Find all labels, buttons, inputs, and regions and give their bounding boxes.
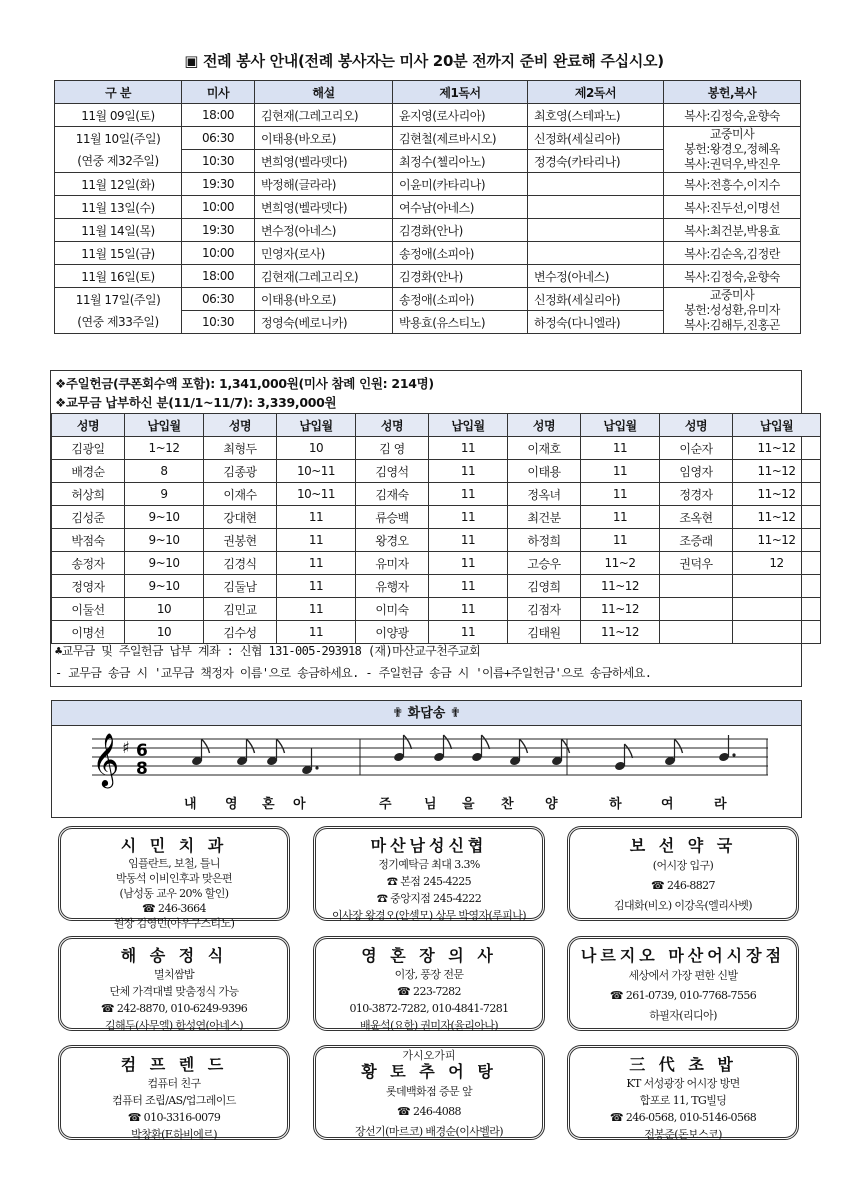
date-text: 11월 10일(주일) bbox=[75, 131, 161, 146]
ad-line: (남성동 교우 20% 할인) bbox=[119, 887, 229, 900]
offering-text: 봉헌:성성환,유미자 bbox=[684, 303, 780, 317]
note-flag bbox=[625, 744, 633, 758]
paid-month-cell bbox=[733, 575, 821, 598]
lyric-syllable: 을 bbox=[462, 797, 475, 812]
donor-name-cell bbox=[660, 598, 733, 621]
donor-name-cell: 최형두 bbox=[204, 437, 277, 460]
cell-time: 06:30 bbox=[182, 127, 255, 150]
cell-date bbox=[55, 127, 182, 173]
responsorial-psalm-section bbox=[51, 700, 802, 818]
donor-name-cell: 김수성 bbox=[204, 621, 277, 644]
offering-text: 봉헌:왕경오,정혜옥 bbox=[684, 142, 780, 156]
paid-month-cell: 10 bbox=[125, 598, 204, 621]
donor-name-cell: 김점자 bbox=[508, 598, 581, 621]
ad-line: ☎ 246-0568, 010-5146-0568 bbox=[609, 1111, 757, 1124]
account-note: ♣교무금 및 주일헌금 납부 계좌 : 신협 131-005-293918 (재)마산교구천주교회 bbox=[55, 644, 481, 658]
donor-name-cell: 김둘남 bbox=[204, 575, 277, 598]
ad-name: 三 代 초 밥 bbox=[629, 1055, 737, 1074]
paid-month-cell: 11 bbox=[277, 529, 356, 552]
parish-dues-total-text: ❖교무금 납부하신 분(11/1~11/7): 3,339,000원 bbox=[55, 395, 337, 410]
ad-line: 박동석 이비인후과 맞은편 bbox=[115, 872, 233, 885]
ad-name: 시 민 치 과 bbox=[120, 836, 228, 855]
table-row bbox=[52, 621, 821, 644]
paid-month-cell: 11~12 bbox=[733, 460, 821, 483]
sunday-collection-text: ❖주일헌금(쿠폰회수액 포함): 1,341,000원(미사 참례 인원: 214명) bbox=[55, 376, 434, 391]
donor-name-cell: 강대현 bbox=[204, 506, 277, 529]
ad-line: 배윤석(요한) 권미자(율리아나) bbox=[360, 1019, 498, 1032]
fund-section bbox=[50, 370, 802, 687]
transfer-note: - 교무금 송금 시 '교무금 책정자 이름'으로 송금하세요. - 주일헌금 송금 시 '이름+주일헌금'으로 송금하세요. bbox=[55, 666, 652, 680]
donor-name-cell: 김광일 bbox=[52, 437, 125, 460]
note-flag bbox=[562, 739, 570, 753]
lyric-syllable: 혼 bbox=[262, 797, 275, 812]
table-row bbox=[52, 598, 821, 621]
paid-month-cell: 11 bbox=[429, 460, 508, 483]
donor-name-cell: 유미자 bbox=[356, 552, 429, 575]
cell-commentator: 변희영(벨라뎃다) bbox=[255, 150, 393, 173]
cell-date: 11월 13일(수) bbox=[55, 196, 182, 219]
note-flag bbox=[482, 735, 490, 749]
donor-name-cell: 임영자 bbox=[660, 460, 733, 483]
sunday-text: (연중 제32주일) bbox=[77, 153, 159, 168]
lyric-syllable: 님 bbox=[424, 797, 437, 812]
ad-box bbox=[567, 826, 799, 921]
paid-month-cell: 11 bbox=[429, 621, 508, 644]
sunday-text: (연중 제33주일) bbox=[77, 314, 159, 329]
col-header-name: 성명 bbox=[52, 414, 125, 437]
altar-server-text: 복사:김해두,진홍곤 bbox=[684, 318, 780, 332]
paid-month-cell: 11 bbox=[277, 575, 356, 598]
paid-month-cell: 11~12 bbox=[581, 575, 660, 598]
paid-month-cell: 9~10 bbox=[125, 552, 204, 575]
donor-name-cell: 김재숙 bbox=[356, 483, 429, 506]
donor-name-cell: 이양광 bbox=[356, 621, 429, 644]
donor-name-cell: 이순자 bbox=[660, 437, 733, 460]
table-row bbox=[55, 196, 801, 219]
donor-name-cell: 김영희 bbox=[508, 575, 581, 598]
lyric-syllable: 라 bbox=[714, 797, 727, 812]
cell-time: 19:30 bbox=[182, 219, 255, 242]
cell-commentator: 김현재(그레고리오) bbox=[255, 265, 393, 288]
col-header-name: 성명 bbox=[204, 414, 277, 437]
cell-reader2: 정경숙(카타리나) bbox=[528, 150, 664, 173]
paid-month-cell: 11 bbox=[277, 552, 356, 575]
ad-line: 이장, 풍장 전문 bbox=[394, 968, 464, 981]
paid-month-cell: 11 bbox=[429, 483, 508, 506]
ad-name: 황 토 추 어 탕 bbox=[361, 1062, 497, 1081]
table-row bbox=[55, 219, 801, 242]
ad-line: (어시장 입구) bbox=[652, 859, 714, 872]
col-header: 구 분 bbox=[55, 81, 182, 104]
cell-reader1: 김경화(안나) bbox=[393, 265, 528, 288]
ad-line: 하필자(리디아) bbox=[649, 1009, 717, 1022]
paid-month-cell: 9~10 bbox=[125, 529, 204, 552]
col-header-month: 납입월 bbox=[733, 414, 821, 437]
cell-reader1: 최정수(첼리아노) bbox=[393, 150, 528, 173]
cell-offering: 복사:진두선,이명선 bbox=[664, 196, 801, 219]
cell-date bbox=[55, 288, 182, 334]
cell-reader1: 송정애(소피아) bbox=[393, 288, 528, 311]
cell-reader2: 최호영(스테파노) bbox=[528, 104, 664, 127]
treble-clef-icon: 𝄞 bbox=[92, 732, 120, 786]
cell-commentator: 민영자(로사) bbox=[255, 242, 393, 265]
ad-line: 롯데백화점 증문 앞 bbox=[385, 1085, 472, 1098]
paid-month-cell: 11 bbox=[581, 506, 660, 529]
donor-name-cell: 박점숙 bbox=[52, 529, 125, 552]
note-flag bbox=[277, 739, 285, 753]
donor-name-cell: 권덕우 bbox=[660, 552, 733, 575]
cell-date: 11월 14일(목) bbox=[55, 219, 182, 242]
cell-commentator: 이태용(바오로) bbox=[255, 288, 393, 311]
cell-offering bbox=[664, 288, 801, 334]
note-dot bbox=[732, 753, 735, 756]
donor-name-cell: 조증래 bbox=[660, 529, 733, 552]
ad-name: 해 송 정 식 bbox=[120, 946, 228, 965]
cell-offering: 복사:김정숙,윤향숙 bbox=[664, 265, 801, 288]
ad-line: 단체 가격대별 맞춤정식 가능 bbox=[109, 985, 239, 998]
time-signature-bottom: 8 bbox=[136, 759, 148, 779]
table-row bbox=[55, 173, 801, 196]
cell-offering: 복사:전흥수,이지수 bbox=[664, 173, 801, 196]
paid-month-cell: 9~10 bbox=[125, 575, 204, 598]
cell-reader2 bbox=[528, 196, 664, 219]
cell-time: 19:30 bbox=[182, 173, 255, 196]
ad-line: ☎ 223-7282 bbox=[397, 985, 461, 998]
cell-commentator: 변수정(아네스) bbox=[255, 219, 393, 242]
mass-label: 교중미사 bbox=[709, 288, 755, 302]
ad-line: ☎ 261-0739, 010-7768-7556 bbox=[609, 989, 757, 1002]
paid-month-cell: 9~10 bbox=[125, 506, 204, 529]
paid-month-cell: 10~11 bbox=[277, 460, 356, 483]
ad-box bbox=[58, 936, 290, 1031]
mass-label: 교중미사 bbox=[709, 127, 755, 141]
table-row bbox=[52, 575, 821, 598]
cell-time: 10:00 bbox=[182, 196, 255, 219]
donor-name-cell: 송정자 bbox=[52, 552, 125, 575]
ad-line: ☎ 중앙지점 245-4222 bbox=[376, 892, 482, 905]
ad-line: 합포로 11, TG빌딩 bbox=[639, 1094, 727, 1107]
donor-table bbox=[51, 413, 821, 644]
donor-name-cell bbox=[660, 621, 733, 644]
ad-name: 영 혼 장 의 사 bbox=[361, 946, 497, 965]
col-header: 제2독서 bbox=[528, 81, 664, 104]
paid-month-cell: 11 bbox=[581, 529, 660, 552]
ad-line: 세상에서 가장 편한 신발 bbox=[628, 969, 738, 982]
lyric-syllable: 아 bbox=[293, 797, 306, 812]
donor-name-cell: 이재수 bbox=[204, 483, 277, 506]
ad-line: 원장 김영민(아우구스티노) bbox=[113, 917, 235, 930]
ad-line: 장선기(마르코) 배경순(이사벨라) bbox=[355, 1125, 503, 1138]
note-flag bbox=[520, 739, 528, 753]
cell-time: 18:00 bbox=[182, 104, 255, 127]
donor-name-cell: 김경식 bbox=[204, 552, 277, 575]
donor-name-cell: 김성준 bbox=[52, 506, 125, 529]
ad-line: ☎ 246-4088 bbox=[397, 1105, 461, 1118]
paid-month-cell: 11 bbox=[277, 598, 356, 621]
col-header-name: 성명 bbox=[508, 414, 581, 437]
cell-reader1: 박용효(유스티노) bbox=[393, 311, 528, 334]
paid-month-cell: 11 bbox=[581, 460, 660, 483]
col-header-month: 납입월 bbox=[125, 414, 204, 437]
cell-reader1: 김현철(제르바시오) bbox=[393, 127, 528, 150]
table-row bbox=[55, 288, 801, 311]
donor-name-cell: 김영석 bbox=[356, 460, 429, 483]
ad-name: 나르지오 마산어시장점 bbox=[580, 946, 786, 965]
sharp-icon: ♯ bbox=[122, 738, 130, 757]
ad-line: 김대화(비오) 이강옥(엘리사벳) bbox=[614, 899, 752, 912]
paid-month-cell: 11 bbox=[277, 621, 356, 644]
cell-commentator: 박정해(글라라) bbox=[255, 173, 393, 196]
ad-box bbox=[567, 936, 799, 1031]
ad-box bbox=[313, 936, 545, 1031]
cell-reader2 bbox=[528, 173, 664, 196]
cell-reader1: 이윤미(카타리나) bbox=[393, 173, 528, 196]
donor-name-cell: 정경자 bbox=[660, 483, 733, 506]
cell-time: 10:30 bbox=[182, 311, 255, 334]
col-header-name: 성명 bbox=[660, 414, 733, 437]
table-row bbox=[55, 242, 801, 265]
ad-subtitle: 가시오가피 bbox=[402, 1049, 456, 1062]
paid-month-cell: 9 bbox=[125, 483, 204, 506]
paid-month-cell: 11~12 bbox=[733, 483, 821, 506]
cell-offering: 복사:최건분,박용효 bbox=[664, 219, 801, 242]
music-staff bbox=[92, 731, 772, 791]
date-text: 11월 17일(주일) bbox=[75, 292, 161, 307]
cell-commentator: 이태용(바오로) bbox=[255, 127, 393, 150]
paid-month-cell: 11~12 bbox=[581, 621, 660, 644]
paid-month-cell: 11 bbox=[429, 437, 508, 460]
col-header: 미사 bbox=[182, 81, 255, 104]
ad-box bbox=[313, 1045, 545, 1140]
donor-name-cell: 김민교 bbox=[204, 598, 277, 621]
cell-reader2 bbox=[528, 219, 664, 242]
cell-reader1: 윤지영(로사리아) bbox=[393, 104, 528, 127]
donor-rows bbox=[52, 437, 821, 644]
donor-name-cell: 허상희 bbox=[52, 483, 125, 506]
paid-month-cell: 11 bbox=[429, 506, 508, 529]
col-header-month: 납입월 bbox=[429, 414, 508, 437]
cell-offering bbox=[664, 127, 801, 173]
lyric-syllable: 영 bbox=[225, 797, 238, 812]
donor-name-cell: 정영자 bbox=[52, 575, 125, 598]
note-flag bbox=[202, 739, 210, 753]
donor-name-cell: 김태원 bbox=[508, 621, 581, 644]
ad-line: ☎ 본점 245-4225 bbox=[386, 875, 472, 888]
donor-name-cell: 류승백 bbox=[356, 506, 429, 529]
cell-reader1: 여수남(아네스) bbox=[393, 196, 528, 219]
notes bbox=[191, 735, 736, 775]
paid-month-cell: 11~2 bbox=[581, 552, 660, 575]
paid-month-cell: 8 bbox=[125, 460, 204, 483]
paid-month-cell: 11~12 bbox=[733, 506, 821, 529]
cell-reader1: 송정애(소피아) bbox=[393, 242, 528, 265]
table-row bbox=[52, 483, 821, 506]
ad-line: KT 서성광장 어시장 방면 bbox=[626, 1077, 740, 1090]
table-row bbox=[52, 529, 821, 552]
ad-box bbox=[567, 1045, 799, 1140]
donor-name-cell: 이명선 bbox=[52, 621, 125, 644]
note-flag bbox=[404, 735, 412, 749]
lyric-syllable: 여 bbox=[661, 797, 674, 812]
ad-line: 컴퓨터 친구 bbox=[147, 1077, 201, 1090]
note-flag bbox=[444, 735, 452, 749]
donor-name-cell: 조옥현 bbox=[660, 506, 733, 529]
cell-date: 11월 15일(금) bbox=[55, 242, 182, 265]
col-header-name: 성명 bbox=[356, 414, 429, 437]
donor-name-cell: 유행자 bbox=[356, 575, 429, 598]
ad-line: ☎ 246-3664 bbox=[142, 902, 206, 915]
cell-commentator: 변희영(벨라뎃다) bbox=[255, 196, 393, 219]
donor-name-cell: 권봉현 bbox=[204, 529, 277, 552]
donor-name-cell: 김 영 bbox=[356, 437, 429, 460]
cell-reader1: 김경화(안나) bbox=[393, 219, 528, 242]
donor-name-cell: 하정희 bbox=[508, 529, 581, 552]
paid-month-cell: 10 bbox=[277, 437, 356, 460]
ad-line: 박창환(F.하비에르) bbox=[131, 1128, 217, 1141]
cell-commentator: 김현재(그레고리오) bbox=[255, 104, 393, 127]
donor-name-cell bbox=[660, 575, 733, 598]
table-row bbox=[55, 265, 801, 288]
donor-name-cell: 최건분 bbox=[508, 506, 581, 529]
paid-month-cell: 11~12 bbox=[733, 529, 821, 552]
paid-month-cell: 11 bbox=[581, 483, 660, 506]
ad-line: 멸치쌈밥 bbox=[153, 968, 195, 981]
lyric-syllable: 찬 bbox=[501, 797, 514, 812]
paid-month-cell: 12 bbox=[733, 552, 821, 575]
cell-date: 11월 09일(토) bbox=[55, 104, 182, 127]
donor-name-cell: 이태용 bbox=[508, 460, 581, 483]
ad-line: 전봉준(돈보스코) bbox=[644, 1128, 722, 1141]
paid-month-cell: 11 bbox=[581, 437, 660, 460]
col-header-month: 납입월 bbox=[581, 414, 660, 437]
table-row bbox=[52, 506, 821, 529]
lyric-syllable: 내 bbox=[184, 797, 197, 812]
cell-reader2: 신정화(세실리아) bbox=[528, 127, 664, 150]
cell-date: 11월 16일(토) bbox=[55, 265, 182, 288]
paid-month-cell: 11~12 bbox=[581, 598, 660, 621]
col-header: 봉헌,복사 bbox=[664, 81, 801, 104]
altar-server-text: 복사:권덕우,박진우 bbox=[684, 157, 780, 171]
ad-box bbox=[313, 826, 545, 921]
time-signature-top: 6 bbox=[136, 741, 148, 761]
note-flag bbox=[675, 739, 683, 753]
paid-month-cell: 1~12 bbox=[125, 437, 204, 460]
responsorial-psalm-title: ✟ 화답송 ✟ bbox=[52, 701, 801, 726]
lyric-syllable: 주 bbox=[379, 797, 392, 812]
ad-name: 보 선 약 국 bbox=[629, 836, 737, 855]
paid-month-cell: 11 bbox=[429, 529, 508, 552]
donor-name-cell: 배경순 bbox=[52, 460, 125, 483]
donor-name-cell: 정옥녀 bbox=[508, 483, 581, 506]
ad-line: 정기예탁금 최대 3.3% bbox=[378, 858, 480, 871]
table-row bbox=[52, 552, 821, 575]
cell-reader2: 변수정(아네스) bbox=[528, 265, 664, 288]
paid-month-cell: 11 bbox=[429, 552, 508, 575]
cell-time: 10:00 bbox=[182, 242, 255, 265]
paid-month-cell: 11 bbox=[277, 506, 356, 529]
note-flag bbox=[247, 739, 255, 753]
ad-box bbox=[58, 1045, 290, 1140]
paid-month-cell: 11 bbox=[429, 575, 508, 598]
liturgy-service-table bbox=[54, 80, 801, 334]
donor-name-cell: 왕경오 bbox=[356, 529, 429, 552]
table-row bbox=[55, 104, 801, 127]
col-header: 제1독서 bbox=[393, 81, 528, 104]
donor-name-cell: 이재호 bbox=[508, 437, 581, 460]
table-header bbox=[52, 414, 821, 437]
ad-line: ☎ 242-8870, 010-6249-9396 bbox=[100, 1002, 248, 1015]
paid-month-cell: 10~11 bbox=[277, 483, 356, 506]
cell-reader2: 하정숙(다니엘라) bbox=[528, 311, 664, 334]
cell-offering: 복사:김순옥,김정란 bbox=[664, 242, 801, 265]
ad-line: ☎ 246-8827 bbox=[651, 879, 715, 892]
ad-name: 마산남성신협 bbox=[370, 836, 488, 855]
ad-line: 임플란트, 보철, 틀니 bbox=[128, 857, 220, 870]
ad-name: 컴 프 렌 드 bbox=[120, 1055, 228, 1074]
cell-time: 18:00 bbox=[182, 265, 255, 288]
paid-month-cell: 10 bbox=[125, 621, 204, 644]
cell-time: 06:30 bbox=[182, 288, 255, 311]
ad-line: 010-3872-7282, 010-4841-7281 bbox=[349, 1002, 509, 1015]
cell-reader2 bbox=[528, 242, 664, 265]
table-row bbox=[55, 127, 801, 150]
col-header-month: 납입월 bbox=[277, 414, 356, 437]
cell-date: 11월 12일(화) bbox=[55, 173, 182, 196]
donor-name-cell: 이미숙 bbox=[356, 598, 429, 621]
ad-line: 김해두(사무엘) 한성연(아네스) bbox=[105, 1019, 243, 1032]
page-title: ▣ 전례 봉사 안내(전례 봉사자는 미사 20분 전까지 준비 완료해 주십시오) bbox=[184, 52, 664, 70]
lyric-syllable: 하 bbox=[609, 797, 622, 812]
ad-line: ☎ 010-3316-0079 bbox=[127, 1111, 221, 1124]
cell-time: 10:30 bbox=[182, 150, 255, 173]
donor-name-cell: 김종광 bbox=[204, 460, 277, 483]
table-row bbox=[52, 437, 821, 460]
ad-line: 컴퓨터 조립/AS/업그레이드 bbox=[112, 1094, 236, 1107]
cell-commentator: 정영숙(베로니카) bbox=[255, 311, 393, 334]
paid-month-cell: 11~12 bbox=[733, 437, 821, 460]
note-dot bbox=[315, 766, 318, 769]
col-header: 해설 bbox=[255, 81, 393, 104]
paid-month-cell bbox=[733, 621, 821, 644]
ad-box bbox=[58, 826, 290, 930]
cell-offering: 복사:김정숙,윤향숙 bbox=[664, 104, 801, 127]
donor-name-cell: 이둘선 bbox=[52, 598, 125, 621]
cell-reader2: 신정화(세실리아) bbox=[528, 288, 664, 311]
table-row bbox=[52, 460, 821, 483]
donor-name-cell: 고승우 bbox=[508, 552, 581, 575]
ad-line: 이사장 왕경오(안셀모) 상무 박영자(루피나) bbox=[332, 909, 526, 922]
table-header bbox=[55, 81, 801, 104]
paid-month-cell bbox=[733, 598, 821, 621]
paid-month-cell: 11 bbox=[429, 598, 508, 621]
lyric-syllable: 양 bbox=[545, 797, 558, 812]
